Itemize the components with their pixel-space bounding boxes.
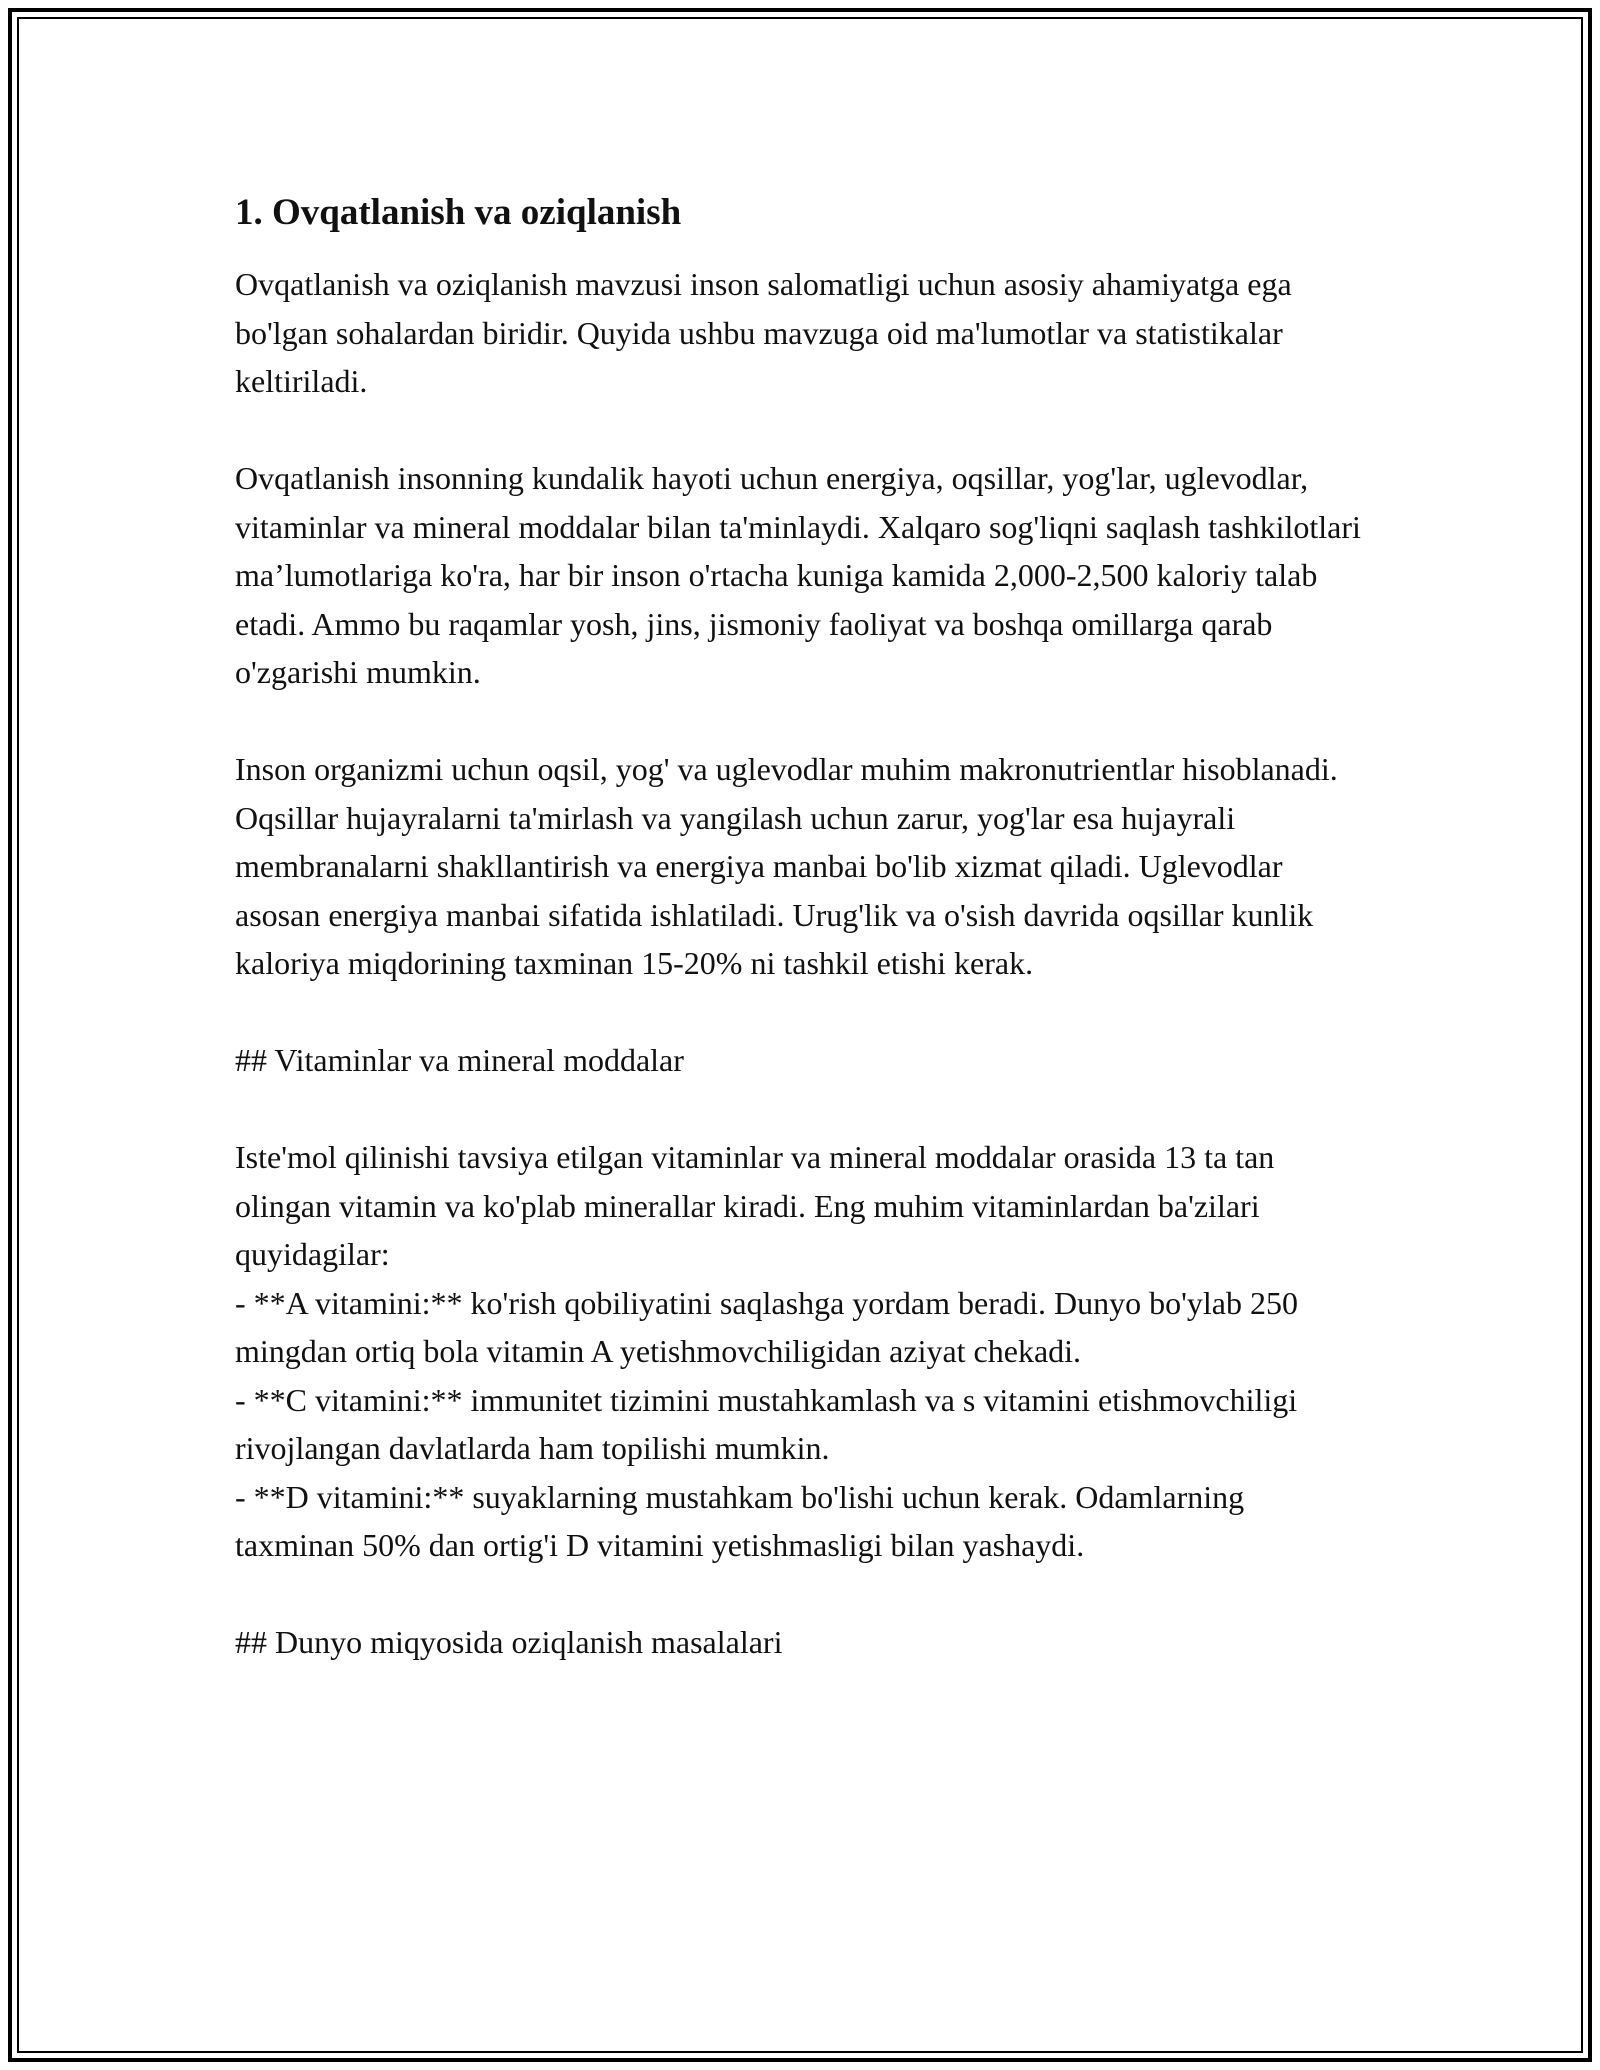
global-nutrition-subheading: ## Dunyo miqyosida oziqlanish masalalari xyxy=(235,1624,783,1660)
macronutrients-paragraph: Inson organizmi uchun oqsil, yog' va uglevodlar muhim makronutrientlar hisoblanadi. Oqsillar hujayralarni ta'mirlash va yangilash uchun zarur, yog'lar esa hujayrali membranalarni shakllantirish va energiya manbai bo'lib xizmat qiladi. Uglevodlar asosan energiya manbai sifatida ishlatiladi. Urug'lik va o'sish davrida oqsillar kunlik kaloriya miqdorining taxminan 15-20% ni tashkil etishi kerak. xyxy=(235,751,1338,981)
vitamins-subheading: ## Vitaminlar va mineral moddalar xyxy=(235,1042,684,1078)
section-heading: 1. Ovqatlanish va oziqlanish xyxy=(235,192,682,233)
nutrition-paragraph: Ovqatlanish insonning kundalik hayoti uchun energiya, oqsillar, yog'lar, uglevodlar, vitaminlar va mineral moddalar bilan ta'minlaydi. Xalqaro sog'liqni saqlash tashkilotlari ma’lumotlariga ko'ra, har bir inson o'rtacha kuniga kamida 2,000-2,500 kaloriy talab etadi. Ammo bu raqamlar yosh, jins, jismoniy faoliyat va boshqa omillarga qarab o'zgarishi mumkin. xyxy=(235,460,1361,690)
vitamins-list-paragraph: Iste'mol qilinishi tavsiya etilgan vitaminlar va mineral moddalar orasida 13 ta tan olingan vitamin va ko'plab minerallar kiradi. Eng muhim vitaminlardan ba'zilari quyidagilar: - **A vitamini:** ko'rish qobiliyatini saqlashga yordam beradi. Dunyo bo'ylab 250 mingdan ortiq bola vitamin A yetishmovchiligidan aziyat chekadi. - **C vitamini:** immunitet tizimini mustahkamlash va s vitamini etishmovchiligi rivojlangan davlatlarda ham topilishi mumkin. - **D vitamini:** suyaklarning mustahkam bo'lishi uchun kerak. Odamlarning taxminan 50% dan ortig'i D vitamini yetishmasligi bilan yashaydi. xyxy=(235,1139,1298,1563)
intro-paragraph: Ovqatlanish va oziqlanish mavzusi inson salomatligi uchun asosiy ahamiyatga ega bo'lgan sohalardan biridir. Quyida ushbu mavzuga oid ma'lumotlar va statistikalar keltiriladi. xyxy=(235,266,1292,399)
document-body xyxy=(235,188,1365,1667)
